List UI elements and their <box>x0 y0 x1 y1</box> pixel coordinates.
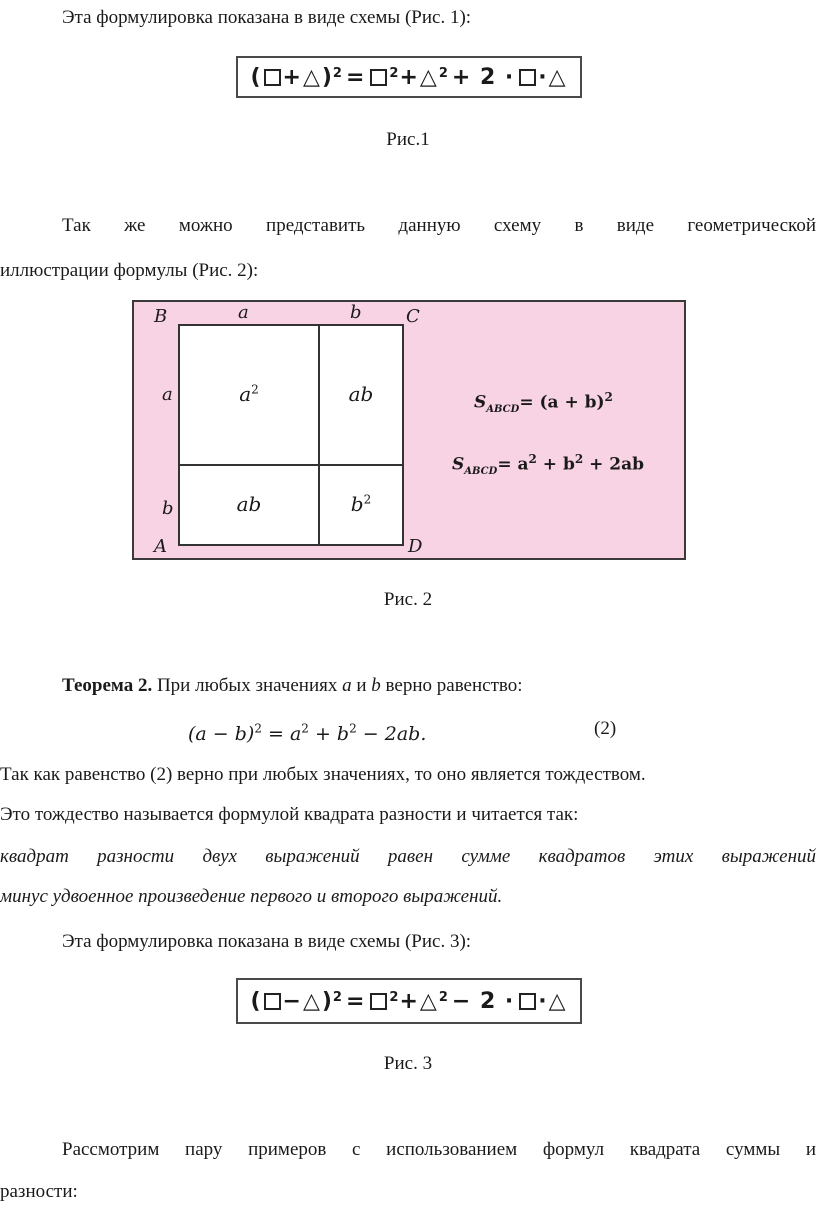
minus-two-times: − 2 · <box>451 988 515 1014</box>
left-label-a: a <box>162 384 173 405</box>
square-icon <box>264 993 281 1010</box>
exponent: 2 <box>438 989 449 1005</box>
triangle-icon: △ <box>548 64 567 90</box>
intro-line-fig1: Эта формулировка показана в виде схемы (Рис. 1): <box>62 7 472 28</box>
paren-open: ( <box>250 64 262 90</box>
square-icon <box>519 69 536 86</box>
paragraph-named: Это тождество называется формулой квадрата разности и читается так: <box>0 804 579 825</box>
equals-sign: = <box>345 64 366 90</box>
triangle-icon: △ <box>419 988 438 1014</box>
minus-sign: − <box>282 988 302 1014</box>
formula-number: (2) <box>594 718 617 739</box>
plus-two-times: + 2 · <box>451 64 515 90</box>
theorem-label: Теорема 2. <box>62 675 153 696</box>
cell-ab-bottom: ab <box>236 492 262 516</box>
caption-fig2: Рис. 2 <box>383 589 433 610</box>
square-icon <box>519 993 536 1010</box>
horizontal-divider <box>180 464 402 466</box>
paragraph-identity: Так как равенство (2) верно при любых значениях, то оно является тождеством. <box>0 764 646 785</box>
left-label-b: b <box>162 498 174 519</box>
cell-a-squared: $a^2$ <box>239 382 259 406</box>
top-label-a: a <box>238 302 249 323</box>
corner-A: A <box>154 536 167 557</box>
paragraph-examples-line-1: Рассмотрим пару примеров с использованием формул квадрата суммы и <box>62 1139 816 1160</box>
plus-sign: + <box>282 64 302 90</box>
corner-B: B <box>154 306 168 327</box>
paragraph-examples-line-2: разности: <box>0 1181 78 1202</box>
paren-close: ) <box>321 64 333 90</box>
square-icon <box>370 69 387 86</box>
exponent: 2 <box>438 65 449 81</box>
square-abcd <box>178 324 404 546</box>
italic-rule-line-1: квадрат разности двух выражений равен сумме квадратов этих выражений <box>0 846 816 867</box>
exponent: 2 <box>389 65 400 81</box>
exponent: 2 <box>389 989 400 1005</box>
caption-fig1: Рис.1 <box>386 129 430 150</box>
exponent: 2 <box>332 65 343 81</box>
top-label-b: b <box>350 302 362 323</box>
triangle-icon: △ <box>302 988 321 1014</box>
triangle-icon: △ <box>302 64 321 90</box>
plus-sign: + <box>399 64 419 90</box>
paragraph-geo-line-1: Так же можно представить данную схему в виде геометрической <box>62 215 816 236</box>
dot-sign: · <box>538 988 548 1014</box>
equals-sign: = <box>345 988 366 1014</box>
italic-rule-line-2: минус удвоенное произведение первого и второго выражений. <box>0 886 503 907</box>
corner-C: C <box>406 306 420 327</box>
theorem-2: Теорема 2. При любых значениях a и b верно равенство: <box>62 675 523 696</box>
dot-sign: · <box>538 64 548 90</box>
area-equation-expanded: $S_{ABCD}= a^2 + b^2 + 2ab$ <box>452 452 644 478</box>
formula-scheme-sum <box>236 56 582 98</box>
cell-ab-top: ab <box>348 382 374 406</box>
corner-D: D <box>408 536 423 557</box>
area-equation-sum: $S_{ABCD}= (a + b)^2$ <box>474 390 613 416</box>
triangle-icon: △ <box>419 64 438 90</box>
formula-difference-square: $(a - b)^2 = a^2 + b^2 - 2ab$. <box>188 722 427 746</box>
caption-fig3: Рис. 3 <box>383 1053 433 1074</box>
paren-close: ) <box>321 988 333 1014</box>
plus-sign: + <box>399 988 419 1014</box>
geometric-illustration <box>132 300 686 560</box>
triangle-icon: △ <box>548 988 567 1014</box>
formula-scheme-difference <box>236 978 582 1024</box>
paren-open: ( <box>250 988 262 1014</box>
intro-line-fig3: Эта формулировка показана в виде схемы (Рис. 3): <box>62 931 472 952</box>
cell-b-squared: $b^2$ <box>350 492 372 516</box>
square-icon <box>370 993 387 1010</box>
square-icon <box>264 69 281 86</box>
paragraph-geo-line-2: иллюстрации формулы (Рис. 2): <box>0 260 259 281</box>
exponent: 2 <box>332 989 343 1005</box>
